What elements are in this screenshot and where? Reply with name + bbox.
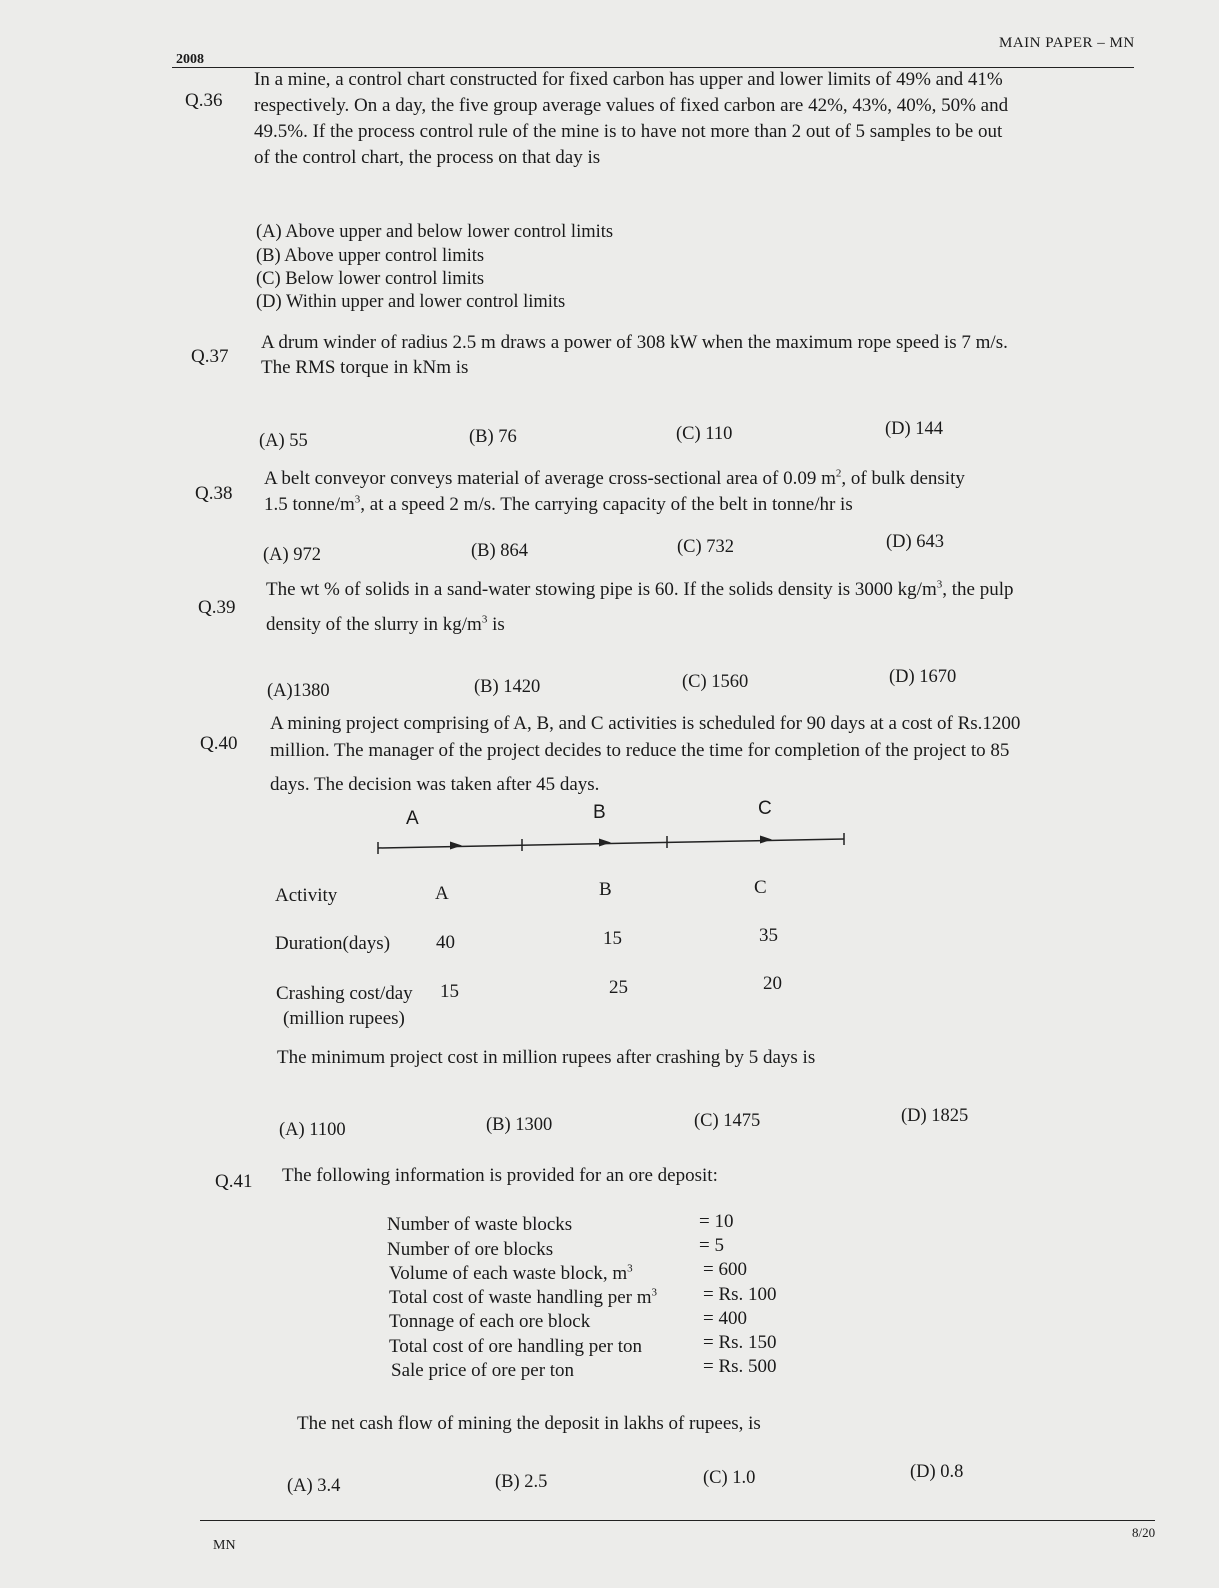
- q40-crash-c: 20: [763, 973, 782, 994]
- q40-activity-b: B: [599, 879, 612, 900]
- q36-number: Q.36: [185, 90, 223, 111]
- header-year: 2008: [176, 52, 204, 67]
- q40-line-3: days. The decision was taken after 45 days.: [270, 774, 600, 795]
- q38-option-d[interactable]: (D) 643: [886, 532, 945, 552]
- q40-activity-timeline: [370, 826, 850, 856]
- q41-row-value: = Rs. 150: [703, 1332, 777, 1353]
- q40-option-a[interactable]: (A) 1100: [279, 1120, 346, 1140]
- q41-row-label: Total cost of ore handling per ton: [389, 1336, 642, 1357]
- q39-line-2: density of the slurry in $kg/m^3$ is: [266, 613, 505, 635]
- q38-option-c[interactable]: (C) 732: [677, 537, 735, 557]
- q40-duration-c: 35: [759, 925, 778, 946]
- q41-row-label: Tonnage of each ore block: [389, 1311, 591, 1332]
- q40-option-b[interactable]: (B) 1300: [486, 1115, 553, 1135]
- q41-question: The net cash flow of mining the deposit in lakhs of rupees, is: [297, 1413, 761, 1434]
- footer-page-number: 8/20: [1132, 1525, 1156, 1540]
- q39-option-d[interactable]: (D) 1670: [889, 667, 957, 687]
- q41-row-value: = Rs. 100: [703, 1284, 777, 1305]
- q39-option-b[interactable]: (B) 1420: [474, 677, 541, 697]
- q36-line-4: of the control chart, the process on that day is: [254, 147, 601, 168]
- q40-activity-label: Activity: [275, 885, 338, 906]
- q36-option-c[interactable]: (C) Below lower control limits: [256, 269, 485, 289]
- q39-option-a[interactable]: (A)1380: [267, 681, 330, 701]
- q41-option-a[interactable]: (A) 3.4: [287, 1476, 341, 1496]
- q40-diagram-label-a: A: [406, 808, 419, 829]
- q40-diagram-label-b: B: [593, 802, 606, 823]
- q40-diagram-label-c: C: [758, 798, 772, 819]
- q41-row-label: Sale price of ore per ton: [391, 1360, 575, 1381]
- q40-option-d[interactable]: (D) 1825: [901, 1106, 969, 1126]
- q37-option-a[interactable]: (A) 55: [259, 431, 308, 451]
- q40-activity-c: C: [754, 877, 767, 898]
- q38-number: Q.38: [195, 483, 233, 504]
- q40-duration-a: 40: [436, 932, 455, 953]
- q40-crash-a: 15: [440, 981, 459, 1002]
- q40-crash-b: 25: [609, 977, 628, 998]
- q41-row-label: Number of ore blocks: [387, 1239, 554, 1260]
- q41-row-label: Volume of each waste block, $m^3$: [389, 1262, 633, 1284]
- q36-line-1: In a mine, a control chart constructed for fixed carbon has upper and lower limits of 49% and 41%: [254, 69, 1003, 90]
- q37-option-c[interactable]: (C) 110: [676, 424, 733, 444]
- q39-option-c[interactable]: (C) 1560: [682, 672, 749, 692]
- q41-intro: The following information is provided for an ore deposit:: [282, 1165, 718, 1186]
- q40-crash-sublabel: (million rupees): [283, 1008, 405, 1029]
- q39-line-1: The wt % of solids in a sand-water stowing pipe is 60. If the solids density is 3000 $kg/m^3$, the pulp: [266, 578, 1014, 600]
- q36-line-2: respectively. On a day, the five group average values of fixed carbon are 42%, 43%, 40%, 50% and: [254, 95, 1009, 116]
- q41-row-label: Total cost of waste handling per $m^3$: [389, 1286, 657, 1308]
- footer-rule: [200, 1520, 1155, 1521]
- q40-option-c[interactable]: (C) 1475: [694, 1111, 761, 1131]
- q40-duration-label: Duration(days): [275, 933, 391, 954]
- q38-option-b[interactable]: (B) 864: [471, 541, 529, 561]
- q41-row-value: = 400: [703, 1308, 747, 1329]
- q36-line-3: 49.5%. If the process control rule of the mine is to have not more than 2 out of 5 samples to be out: [254, 121, 1003, 142]
- q39-number: Q.39: [198, 597, 236, 618]
- q41-number: Q.41: [215, 1171, 253, 1192]
- q38-option-a[interactable]: (A) 972: [263, 545, 322, 565]
- q41-row-value: = 600: [703, 1259, 747, 1280]
- q38-line-1: A belt conveyor conveys material of average cross-sectional area of 0.09 $m^2$, of bulk density: [264, 467, 965, 489]
- q41-option-c[interactable]: (C) 1.0: [703, 1468, 756, 1488]
- q37-option-d[interactable]: (D) 144: [885, 419, 944, 439]
- q37-line-2: The RMS torque in kNm is: [261, 357, 469, 378]
- q36-option-d[interactable]: (D) Within upper and lower control limits: [256, 292, 566, 312]
- q37-number: Q.37: [191, 346, 229, 367]
- q37-option-b[interactable]: (B) 76: [469, 427, 517, 447]
- q41-row-value: = 5: [699, 1235, 724, 1256]
- q40-number: Q.40: [200, 733, 238, 754]
- q40-activity-a: A: [435, 883, 449, 904]
- footer-paper-code: MN: [213, 1538, 236, 1553]
- header-paper-title: MAIN PAPER – MN: [999, 35, 1135, 51]
- q37-line-1: A drum winder of radius 2.5 m draws a power of 308 kW when the maximum rope speed is 7 m/s.: [261, 332, 1008, 353]
- q41-row-value: = 10: [699, 1211, 734, 1232]
- q40-line-1: A mining project comprising of A, B, and C activities is scheduled for 90 days at a cost of Rs.1200: [270, 713, 1021, 734]
- q41-option-d[interactable]: (D) 0.8: [910, 1462, 964, 1482]
- q36-option-a[interactable]: (A) Above upper and below lower control limits: [256, 222, 614, 242]
- q41-option-b[interactable]: (B) 2.5: [495, 1472, 548, 1492]
- q40-crash-label: Crashing cost/day: [276, 983, 413, 1004]
- q38-line-2: 1.5 tonne/$m^3$, at a speed 2 m/s. The carrying capacity of the belt in tonne/hr is: [264, 493, 853, 515]
- q41-row-label: Number of waste blocks: [387, 1214, 573, 1235]
- q40-question: The minimum project cost in million rupees after crashing by 5 days is: [277, 1047, 816, 1068]
- q40-line-2: million. The manager of the project decides to reduce the time for completion of the project to 85: [270, 740, 1010, 761]
- q41-row-value: = Rs. 500: [703, 1356, 777, 1377]
- q40-duration-b: 15: [603, 928, 622, 949]
- q36-option-b[interactable]: (B) Above upper control limits: [256, 246, 485, 266]
